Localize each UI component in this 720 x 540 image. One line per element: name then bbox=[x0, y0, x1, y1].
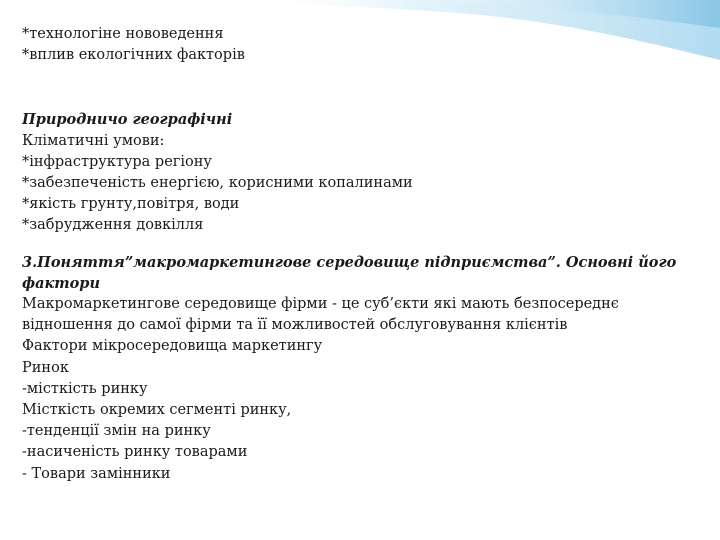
text-line: Місткість окремих сегменті ринку, bbox=[22, 402, 292, 419]
text-line: -насиченість ринку товарами bbox=[22, 444, 248, 461]
section-heading: Природничо географічні bbox=[22, 111, 233, 129]
text-line: Ринок bbox=[22, 359, 69, 376]
text-line: *технологіне нововедення bbox=[22, 26, 224, 42]
text-line: *забезпеченість енергією, корисними копалинами bbox=[22, 175, 413, 192]
text-line: -місткість ринку bbox=[22, 380, 148, 397]
text-line: -тенденції змін на ринку bbox=[22, 423, 211, 440]
text-line: *забрудження довкілля bbox=[22, 217, 204, 234]
spacer bbox=[22, 66, 712, 109]
text-line: *вплив екологічних факторів bbox=[22, 47, 245, 64]
text-line: *інфраструктура регіону bbox=[22, 153, 212, 170]
spacer bbox=[22, 237, 712, 252]
text-line: *якість грунту,повітря, води bbox=[22, 196, 240, 213]
slide-body bbox=[22, 24, 712, 485]
text-line: Кліматичні умови: bbox=[22, 132, 165, 149]
text-line: - Товари замінники bbox=[22, 465, 171, 482]
section-heading: 3.Поняття”макромаркетингове середовище підприємства”. Основні його фактори bbox=[22, 253, 677, 292]
text-line: Макромаркетингове середовище фірми - це суб’єкти які мають безпосереднє відношення до самої фірми та її можливостей обслуговування клієнтів bbox=[22, 296, 619, 334]
text-line: Фактори мікросередовища маркетингу bbox=[22, 338, 323, 355]
